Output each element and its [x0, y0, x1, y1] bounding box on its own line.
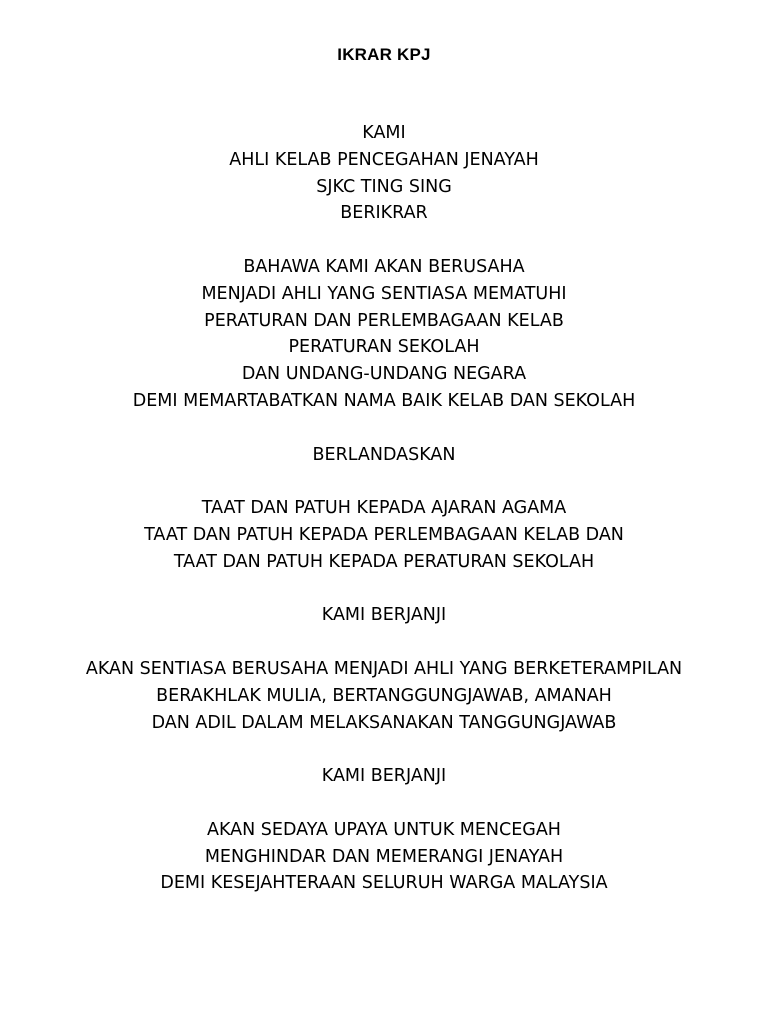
pledge-line: BERLANDASKAN: [312, 444, 456, 465]
pledge-line: TAAT DAN PATUH KEPADA AJARAN AGAMA: [201, 498, 567, 519]
stanza: [0, 442, 768, 469]
pledge-line: AKAN SENTIASA BERUSAHA MENJADI AHLI YANG BERKETERAMPILAN: [85, 658, 683, 679]
stanza: [0, 602, 768, 629]
pledge-line: AKAN SEDAYA UPAYA UNTUK MENCEGAH: [207, 819, 561, 840]
pledge-line: KAMI BERJANJI: [321, 605, 447, 626]
pledge-line: KAMI BERJANJI: [321, 766, 447, 787]
pledge-line: MENGHINDAR DAN MEMERANGI JENAYAH: [204, 846, 564, 867]
pledge-line: TAAT DAN PATUH KEPADA PERATURAN SEKOLAH: [173, 551, 595, 572]
pledge-line: DEMI MEMARTABATKAN NAMA BAIK KELAB DAN SEKOLAH: [132, 390, 636, 411]
pledge-line: DAN UNDANG-UNDANG NEGARA: [241, 364, 527, 385]
stanza: [0, 254, 768, 415]
pledge-line: BERAKHLAK MULIA, BERTANGGUNGJAWAB, AMANAH: [156, 685, 612, 706]
pledge-text: [0, 120, 768, 897]
pledge-line: PERATURAN DAN PERLEMBAGAAN KELAB: [204, 310, 564, 331]
pledge-line: SJKC TING SING: [316, 176, 452, 197]
pledge-line: BAHAWA KAMI AKAN BERUSAHA: [243, 256, 525, 277]
pledge-line: BERIKRAR: [340, 203, 428, 224]
document-title: IKRAR KPJ: [337, 45, 431, 64]
stanza: [0, 763, 768, 790]
stanza: [0, 120, 768, 227]
pledge-line: DEMI KESEJAHTERAAN SELURUH WARGA MALAYSIA: [160, 873, 608, 894]
pledge-line: AHLI KELAB PENCEGAHAN JENAYAH: [229, 149, 539, 170]
stanza: [0, 495, 768, 575]
stanza: [0, 817, 768, 897]
pledge-line: PERATURAN SEKOLAH: [288, 337, 480, 358]
pledge-line: DAN ADIL DALAM MELAKSANAKAN TANGGUNGJAWAB: [151, 712, 617, 733]
pledge-line: TAAT DAN PATUH KEPADA PERLEMBAGAAN KELAB DAN: [144, 524, 624, 545]
pledge-line: MENJADI AHLI YANG SENTIASA MEMATUHI: [201, 283, 567, 304]
pledge-line: KAMI: [362, 123, 406, 143]
stanza: [0, 656, 768, 736]
